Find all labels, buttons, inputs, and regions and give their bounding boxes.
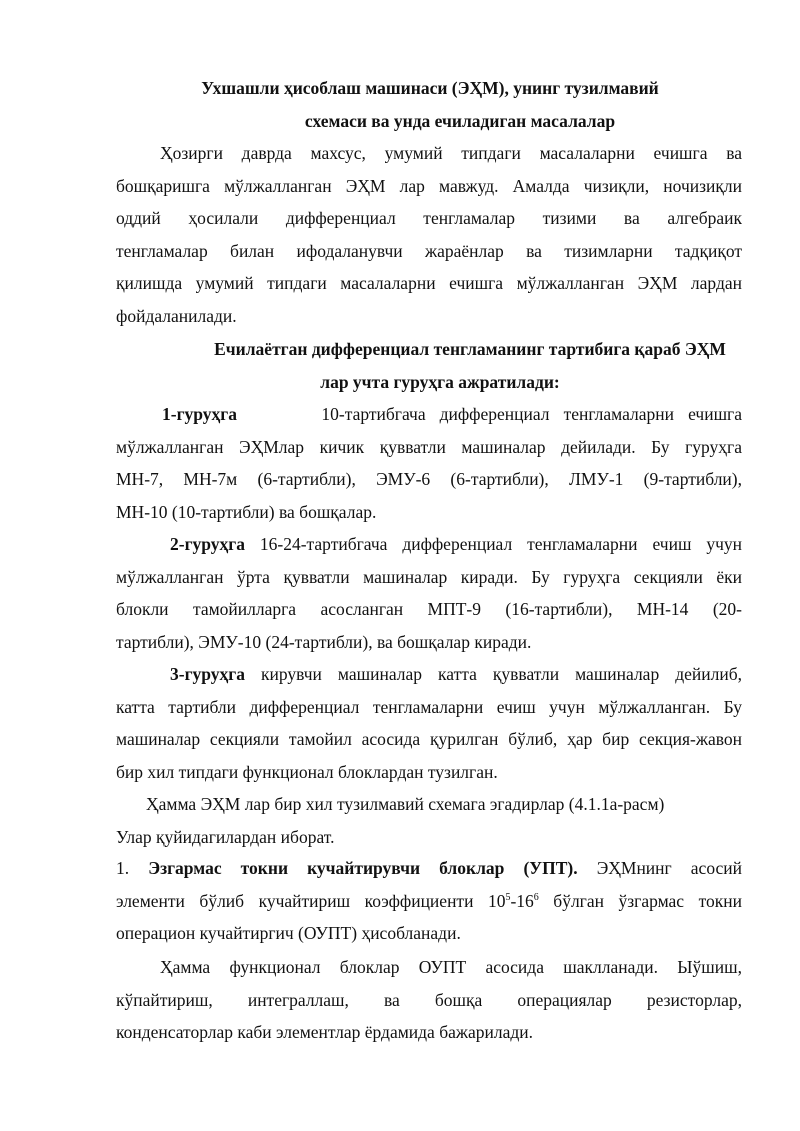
group-3-label: 3-гуруҳга — [170, 664, 245, 684]
subheading-line-2: лар учта гуруҳга ажратилади: — [320, 371, 560, 392]
group-line: МН-7, МН-7м (6-тартибли), ЭМУ-6 (6-тартибли), ЛМУ-1 (9-тартибли), — [116, 469, 742, 490]
item-line: элементи бўлиб кучайтириш коэффициенти $10^5-16^6$ бўлган ўзгармас токни — [116, 890, 742, 911]
group-line: блокли тамойилларга асосланган МПТ-9 (16-тартибли), МН-14 (20- — [116, 599, 742, 620]
title-line-1: Ухшашли ҳисоблаш машинаси (ЭҲМ), унинг тузилмавий — [201, 78, 659, 98]
group-line: МН-10 (10-тартибли) ва бошқалар. — [116, 501, 377, 522]
group-line: 2-гуруҳга 16-24-тартибгача дифференциал тенгламаларни ечиш учун — [170, 534, 742, 554]
section-subheading — [110, 333, 750, 398]
closing-line: Ҳамма функционал блоклар ОУПТ асосида шаклланади. Ыўшиш, — [160, 957, 742, 977]
closing-line: конденсаторлар каби элементлар ёрдамида бажарилади. — [116, 1022, 533, 1043]
intro-line: бошқаришга мўлжалланган ЭҲМ лар мавжуд. Амалда чизиқли, ночизиқли — [116, 175, 742, 196]
group-line: мўлжалланган ўрта қувватли машиналар киради. Бу гуруҳга секцияли ёки — [116, 566, 742, 587]
intro-line: тенгламалар билан ифодаланувчи жараёнлар ва тизимларни тадқиқот — [116, 240, 742, 261]
group-1-label: 1-гуруҳга — [162, 404, 237, 424]
closing-paragraph — [116, 951, 742, 1049]
group-line: мўлжалланган ЭҲМлар кичик қувватли машиналар дейилади. Бу гуруҳга — [116, 436, 742, 457]
group-line: бир хил типдаги функционал блоклардан тузилган. — [116, 761, 498, 782]
superscript-6: 6 — [533, 891, 539, 903]
group-line: 3-гуруҳга кирувчи машиналар катта қувватли машиналар дейилиб, — [170, 664, 742, 684]
group-line: 1-гуруҳга 10-тартибгача дифференциал тенгламаларни ечишга — [162, 404, 742, 424]
group-line: машиналар секцияли тамойил асосида қурилган бўлиб, ҳар бир секция-жавон — [116, 729, 742, 750]
document-title — [110, 72, 750, 137]
intro-line: оддий ҳосилали дифференциал тенгламалар тизими ва алгебраик — [116, 208, 742, 229]
group-line: катта тартибли дифференциал тенгламаларни ечиш учун мўлжалланган. Бу — [116, 696, 742, 717]
item-line: 1. Эзгармас токни кучайтирувчи блоклар (УПТ). ЭҲМнинг асосий — [116, 858, 742, 878]
item-label: Эзгармас токни кучайтирувчи блоклар (УПТ). — [148, 858, 578, 878]
scheme-paragraph — [116, 788, 742, 853]
intro-line: Ҳозирги даврда махсус, умумий типдаги масалаларни ечишга ва — [160, 143, 742, 163]
group-1-paragraph — [116, 398, 742, 528]
group-line: тартибли), ЭМУ-10 (24-тартибли), ва бошқалар киради. — [116, 631, 532, 652]
scheme-line-2: Улар қуйидагилардан иборат. — [116, 826, 335, 847]
intro-paragraph — [116, 137, 742, 333]
intro-line: қилишда умумий типдаги масалаларни ечишга мўлжалланган ЭҲМ лардан — [116, 273, 742, 294]
scheme-line-1: Ҳамма ЭҲМ лар бир хил тузилмавий схемага эгадирлар (4.1.1а-расм) — [146, 794, 665, 814]
superscript-5: 5 — [505, 891, 511, 903]
subheading-line-1: Ечилаётган дифференциал тенгламанинг тартибига қараб ЭҲМ — [214, 339, 726, 359]
group-2-paragraph — [116, 528, 742, 658]
intro-line: фойдаланилади. — [116, 305, 237, 326]
item-number: 1. — [116, 858, 130, 878]
closing-line: кўпайтириш, интеграллаш, ва бошқа операциялар резисторлар, — [116, 989, 742, 1010]
group-3-paragraph — [116, 658, 742, 788]
title-line-2: схемаси ва унда ечиладиган масалалар — [304, 110, 616, 131]
group-2-label: 2-гуруҳга — [170, 534, 245, 554]
item-line: операцион кучайтиргич (ОУПТ) ҳисобланади. — [116, 923, 461, 944]
list-item-1 — [116, 852, 742, 950]
